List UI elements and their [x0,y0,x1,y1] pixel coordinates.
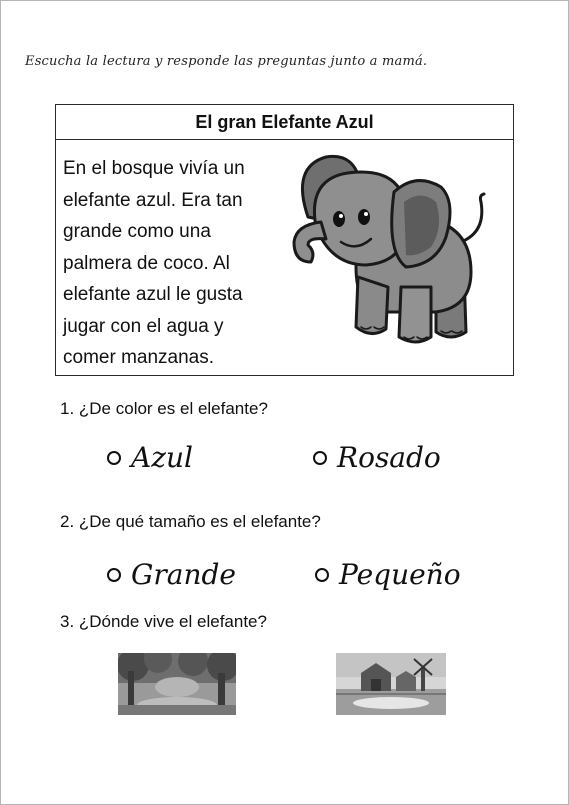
elephant-illustration [286,147,501,362]
forest-image[interactable] [118,653,236,715]
farm-image[interactable] [336,653,446,715]
option-circle[interactable] [107,451,121,465]
answer-option-rosado[interactable] [313,441,441,474]
question-3: 3. ¿Dónde vive el elefante? [60,612,267,631]
story-box [55,104,514,376]
option-circle[interactable] [315,568,329,582]
question-1: 1. ¿De color es el elefante? [60,399,268,418]
instruction-text: Escucha la lectura y responde las preguntas junto a mamá. [25,54,428,69]
option-label: Rosado [337,441,441,474]
answer-option-pequeno[interactable] [315,558,461,591]
option-circle[interactable] [107,568,121,582]
option-label: Pequeño [339,558,461,591]
option-label: Grande [131,558,236,591]
story-title: El gran Elefante Azul [56,105,513,140]
option-circle[interactable] [313,451,327,465]
answer-option-grande[interactable] [107,558,236,591]
answer-option-azul[interactable] [107,441,193,474]
story-text: En el bosque vivía un elefante azul. Era tan grande como una palmera de coco. Al elefante azul le gusta jugar con el agua y comer manzanas. [63,158,245,368]
option-label: Azul [131,441,193,474]
question-2: 2. ¿De qué tamaño es el elefante? [60,512,321,531]
